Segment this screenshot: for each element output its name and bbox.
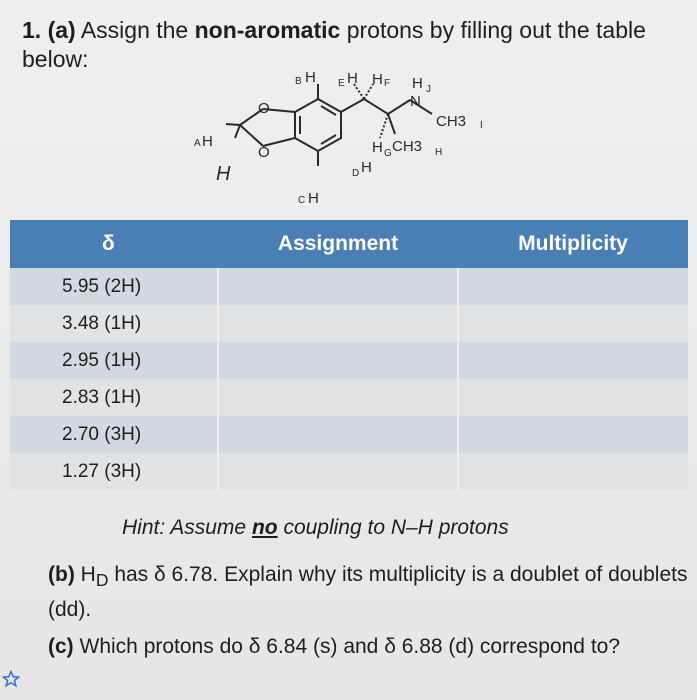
table-row <box>10 268 688 305</box>
assignment-cell[interactable] <box>218 268 458 305</box>
hint-text <box>122 516 509 540</box>
delta-cell: 1.27 (3H) <box>10 453 218 490</box>
hint-suffix: coupling to N–H protons <box>283 516 509 539</box>
atom-h-j: H <box>412 75 423 92</box>
assignment-cell[interactable] <box>218 305 458 342</box>
atom-h-g: H <box>372 139 383 156</box>
assignment-cell[interactable] <box>218 453 458 490</box>
hint-prefix: Hint: Assume <box>122 516 247 539</box>
table-row <box>10 342 688 379</box>
table-row <box>10 416 688 453</box>
assignment-table <box>10 220 688 490</box>
table-header-row <box>10 220 688 268</box>
table-row <box>10 379 688 416</box>
label-g: G <box>384 148 392 159</box>
question-number: 1. <box>22 17 42 43</box>
label-j: J <box>426 84 431 95</box>
atom-h-e: H <box>347 70 358 87</box>
hint-emphasis: no <box>251 516 278 539</box>
delta-cell: 2.70 (3H) <box>10 416 218 453</box>
delta-cell: 2.95 (1H) <box>10 342 218 379</box>
handwritten-h: H <box>216 163 231 185</box>
delta-cell: 5.95 (2H) <box>10 268 218 305</box>
label-d: D <box>352 168 360 179</box>
star-outline-icon[interactable] <box>2 670 20 688</box>
molecule-structure <box>180 62 520 212</box>
atom-h-a: H <box>202 133 213 150</box>
multiplicity-cell[interactable] <box>458 268 688 305</box>
part-a-label: (a) <box>47 17 76 43</box>
label-i: I <box>480 120 483 131</box>
atom-h-d: H <box>361 159 372 176</box>
part-b-label: (b) <box>48 563 75 586</box>
atom-h-f: H <box>372 71 383 88</box>
question-text-before: Assign the <box>80 17 189 43</box>
label-c: C <box>298 195 306 206</box>
question-part-b <box>48 560 688 624</box>
multiplicity-cell[interactable] <box>458 305 688 342</box>
delta-cell: 3.48 (1H) <box>10 305 218 342</box>
label-a: A <box>194 138 201 149</box>
header-assignment: Assignment <box>218 220 458 268</box>
ch3-i: CH3 <box>436 113 467 130</box>
question-emphasis: non-aromatic <box>194 17 341 43</box>
atom-o-bottom: O <box>258 144 270 161</box>
benzene-ring <box>295 99 341 151</box>
assignment-cell[interactable] <box>218 379 458 416</box>
atom-h-b: H <box>305 69 316 86</box>
part-b-subscript: D <box>95 570 109 591</box>
label-b: B <box>295 76 302 87</box>
table-row <box>10 453 688 490</box>
assignment-cell[interactable] <box>218 416 458 453</box>
assignment-table-container <box>10 220 688 490</box>
part-c-label: (c) <box>48 635 74 658</box>
assignment-cell[interactable] <box>218 342 458 379</box>
multiplicity-cell[interactable] <box>458 453 688 490</box>
label-e: E <box>338 78 345 89</box>
question-text-after: protons by filling out the table below: <box>22 17 646 72</box>
part-b-text: has δ 6.78. Explain why its multiplicity is a doublet of doublets (dd). <box>48 563 688 622</box>
question-part-c <box>48 632 688 661</box>
atom-h-c: H <box>308 190 319 207</box>
multiplicity-cell[interactable] <box>458 416 688 453</box>
ch3-h: CH3 <box>392 138 423 155</box>
multiplicity-cell[interactable] <box>458 342 688 379</box>
header-multiplicity: Multiplicity <box>458 220 688 268</box>
part-b-h: H <box>80 563 96 586</box>
label-h: H <box>435 147 443 158</box>
atom-o-top: O <box>258 100 270 117</box>
label-f: F <box>384 78 391 89</box>
multiplicity-cell[interactable] <box>458 379 688 416</box>
atom-n: N <box>410 93 421 110</box>
header-delta: δ <box>10 220 218 268</box>
part-c-text: Which protons do δ 6.84 (s) and δ 6.88 (d) correspond to? <box>79 635 621 658</box>
table-row <box>10 305 688 342</box>
delta-cell: 2.83 (1H) <box>10 379 218 416</box>
